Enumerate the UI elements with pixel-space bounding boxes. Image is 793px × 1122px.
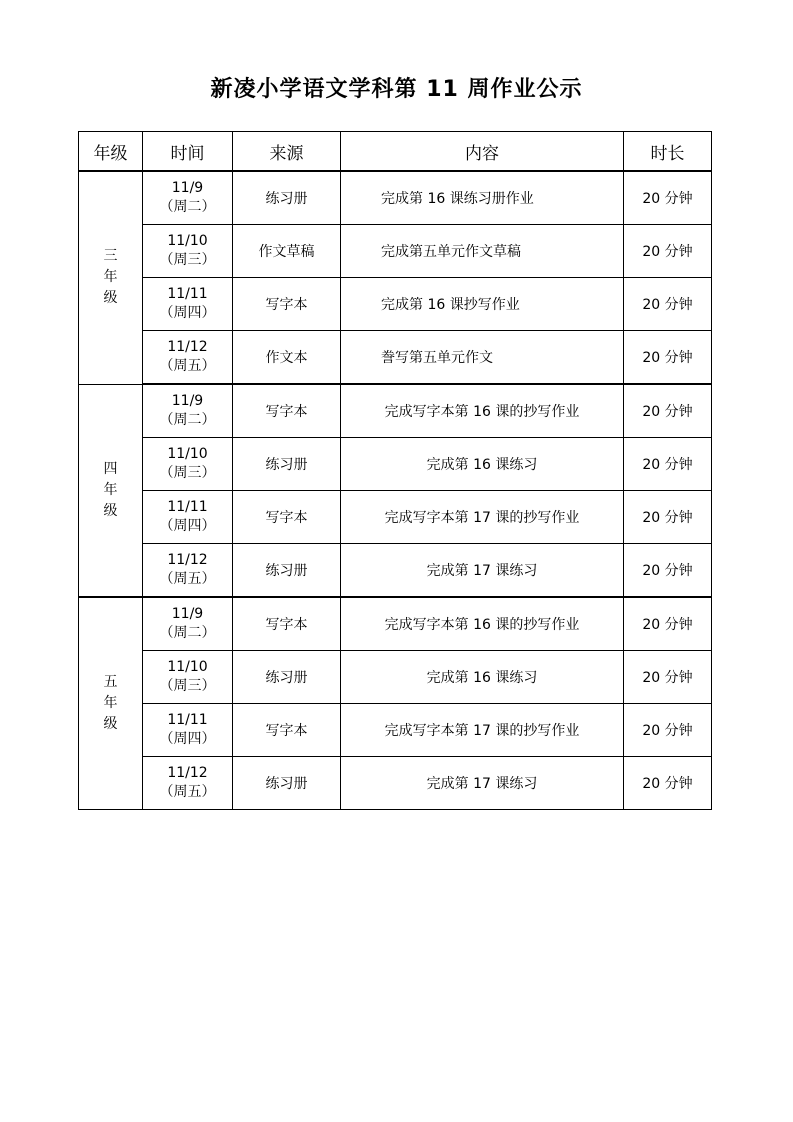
date-cell [143,384,233,438]
duration-cell: 20 分钟 [624,225,712,278]
grade-char: 年 [103,481,118,498]
grade-char: 四 [103,460,118,477]
date: 11/10 [167,446,208,462]
content-cell: 完成写字本第 17 课的抄写作业 [341,491,624,544]
duration-cell: 20 分钟 [624,384,712,438]
date: 11/12 [167,765,208,781]
table-row [79,384,712,438]
duration-cell: 20 分钟 [624,171,712,225]
source-cell: 写字本 [233,704,341,757]
source-cell: 写字本 [233,491,341,544]
date: 11/9 [171,180,204,196]
table-row [79,544,712,598]
grade-char: 级 [103,716,118,732]
content-cell: 完成写字本第 17 课的抄写作业 [341,704,624,757]
weekday: （周四） [159,731,216,747]
table-row [79,171,712,225]
duration-cell: 20 分钟 [624,331,712,385]
date: 11/11 [167,499,208,515]
date-cell [143,225,233,278]
weekday: （周五） [159,784,216,800]
weekday: （周五） [159,358,216,374]
weekday: （周三） [159,678,216,694]
content-cell: 完成第 17 课练习 [341,757,624,810]
date: 11/11 [167,286,208,302]
date-cell [143,651,233,704]
duration-cell: 20 分钟 [624,597,712,651]
date-cell [143,704,233,757]
source-cell: 作文草稿 [233,225,341,278]
grade-char: 级 [103,502,118,519]
source-cell: 练习册 [233,544,341,598]
date-cell [143,438,233,491]
weekday: （周三） [159,465,216,481]
grade-cell [79,384,143,597]
duration-cell: 20 分钟 [624,651,712,704]
date-cell [143,171,233,225]
content-cell: 完成第 16 课练习册作业 [341,171,624,225]
date: 11/12 [167,552,208,568]
date: 11/10 [167,233,208,249]
date-cell [143,278,233,331]
page-title: 新凌小学语文学科第 11 周作业公示 [210,77,583,102]
weekday: （周四） [159,518,216,534]
source-cell: 写字本 [233,278,341,331]
grade-cell [79,171,143,384]
homework-table [78,131,712,810]
duration-cell: 20 分钟 [624,278,712,331]
grade-char: 年 [103,695,118,711]
header-content: 内容 [341,132,624,172]
grade-char: 三 [103,248,118,265]
date: 11/10 [167,659,208,675]
grade-char: 五 [103,674,118,690]
content-cell: 完成写字本第 16 课的抄写作业 [341,597,624,651]
date-cell [143,597,233,651]
content-cell: 誊写第五单元作文 [341,331,624,385]
grade-char: 年 [103,269,118,286]
source-cell: 练习册 [233,651,341,704]
source-cell: 练习册 [233,438,341,491]
date: 11/9 [171,393,204,409]
content-cell: 完成第 16 课练习 [341,651,624,704]
weekday: （周三） [159,252,216,268]
table-row [79,225,712,278]
duration-cell: 20 分钟 [624,438,712,491]
weekday: （周二） [159,412,216,428]
date-cell [143,491,233,544]
duration-cell: 20 分钟 [624,544,712,598]
source-cell: 写字本 [233,384,341,438]
date-cell [143,331,233,385]
date: 11/9 [171,606,204,622]
duration-cell: 20 分钟 [624,757,712,810]
date: 11/12 [167,339,208,355]
source-cell: 练习册 [233,171,341,225]
table-body [79,171,712,810]
source-cell: 作文本 [233,331,341,385]
date-cell [143,757,233,810]
table-row [79,491,712,544]
table-row [79,704,712,757]
table-row [79,651,712,704]
duration-cell: 20 分钟 [624,491,712,544]
header-duration: 时长 [624,132,712,172]
weekday: （周五） [159,571,216,587]
weekday: （周二） [159,625,216,641]
content-cell: 完成第 16 课抄写作业 [341,278,624,331]
table-row [79,278,712,331]
header-grade: 年级 [79,132,143,172]
content-cell: 完成第 16 课练习 [341,438,624,491]
content-cell: 完成第五单元作文草稿 [341,225,624,278]
table-header [79,132,712,172]
header-row [79,132,712,172]
grade-cell [79,597,143,810]
date: 11/11 [167,712,208,728]
table-row [79,597,712,651]
content-cell: 完成第 17 课练习 [341,544,624,598]
header-source: 来源 [233,132,341,172]
table-row [79,757,712,810]
table-row [79,331,712,385]
weekday: （周四） [159,305,216,321]
date-cell [143,544,233,598]
weekday: （周二） [159,199,216,215]
table-row [79,438,712,491]
grade-char: 级 [103,290,118,307]
duration-cell: 20 分钟 [624,704,712,757]
source-cell: 写字本 [233,597,341,651]
header-time: 时间 [143,132,233,172]
source-cell: 练习册 [233,757,341,810]
content-cell: 完成写字本第 16 课的抄写作业 [341,384,624,438]
